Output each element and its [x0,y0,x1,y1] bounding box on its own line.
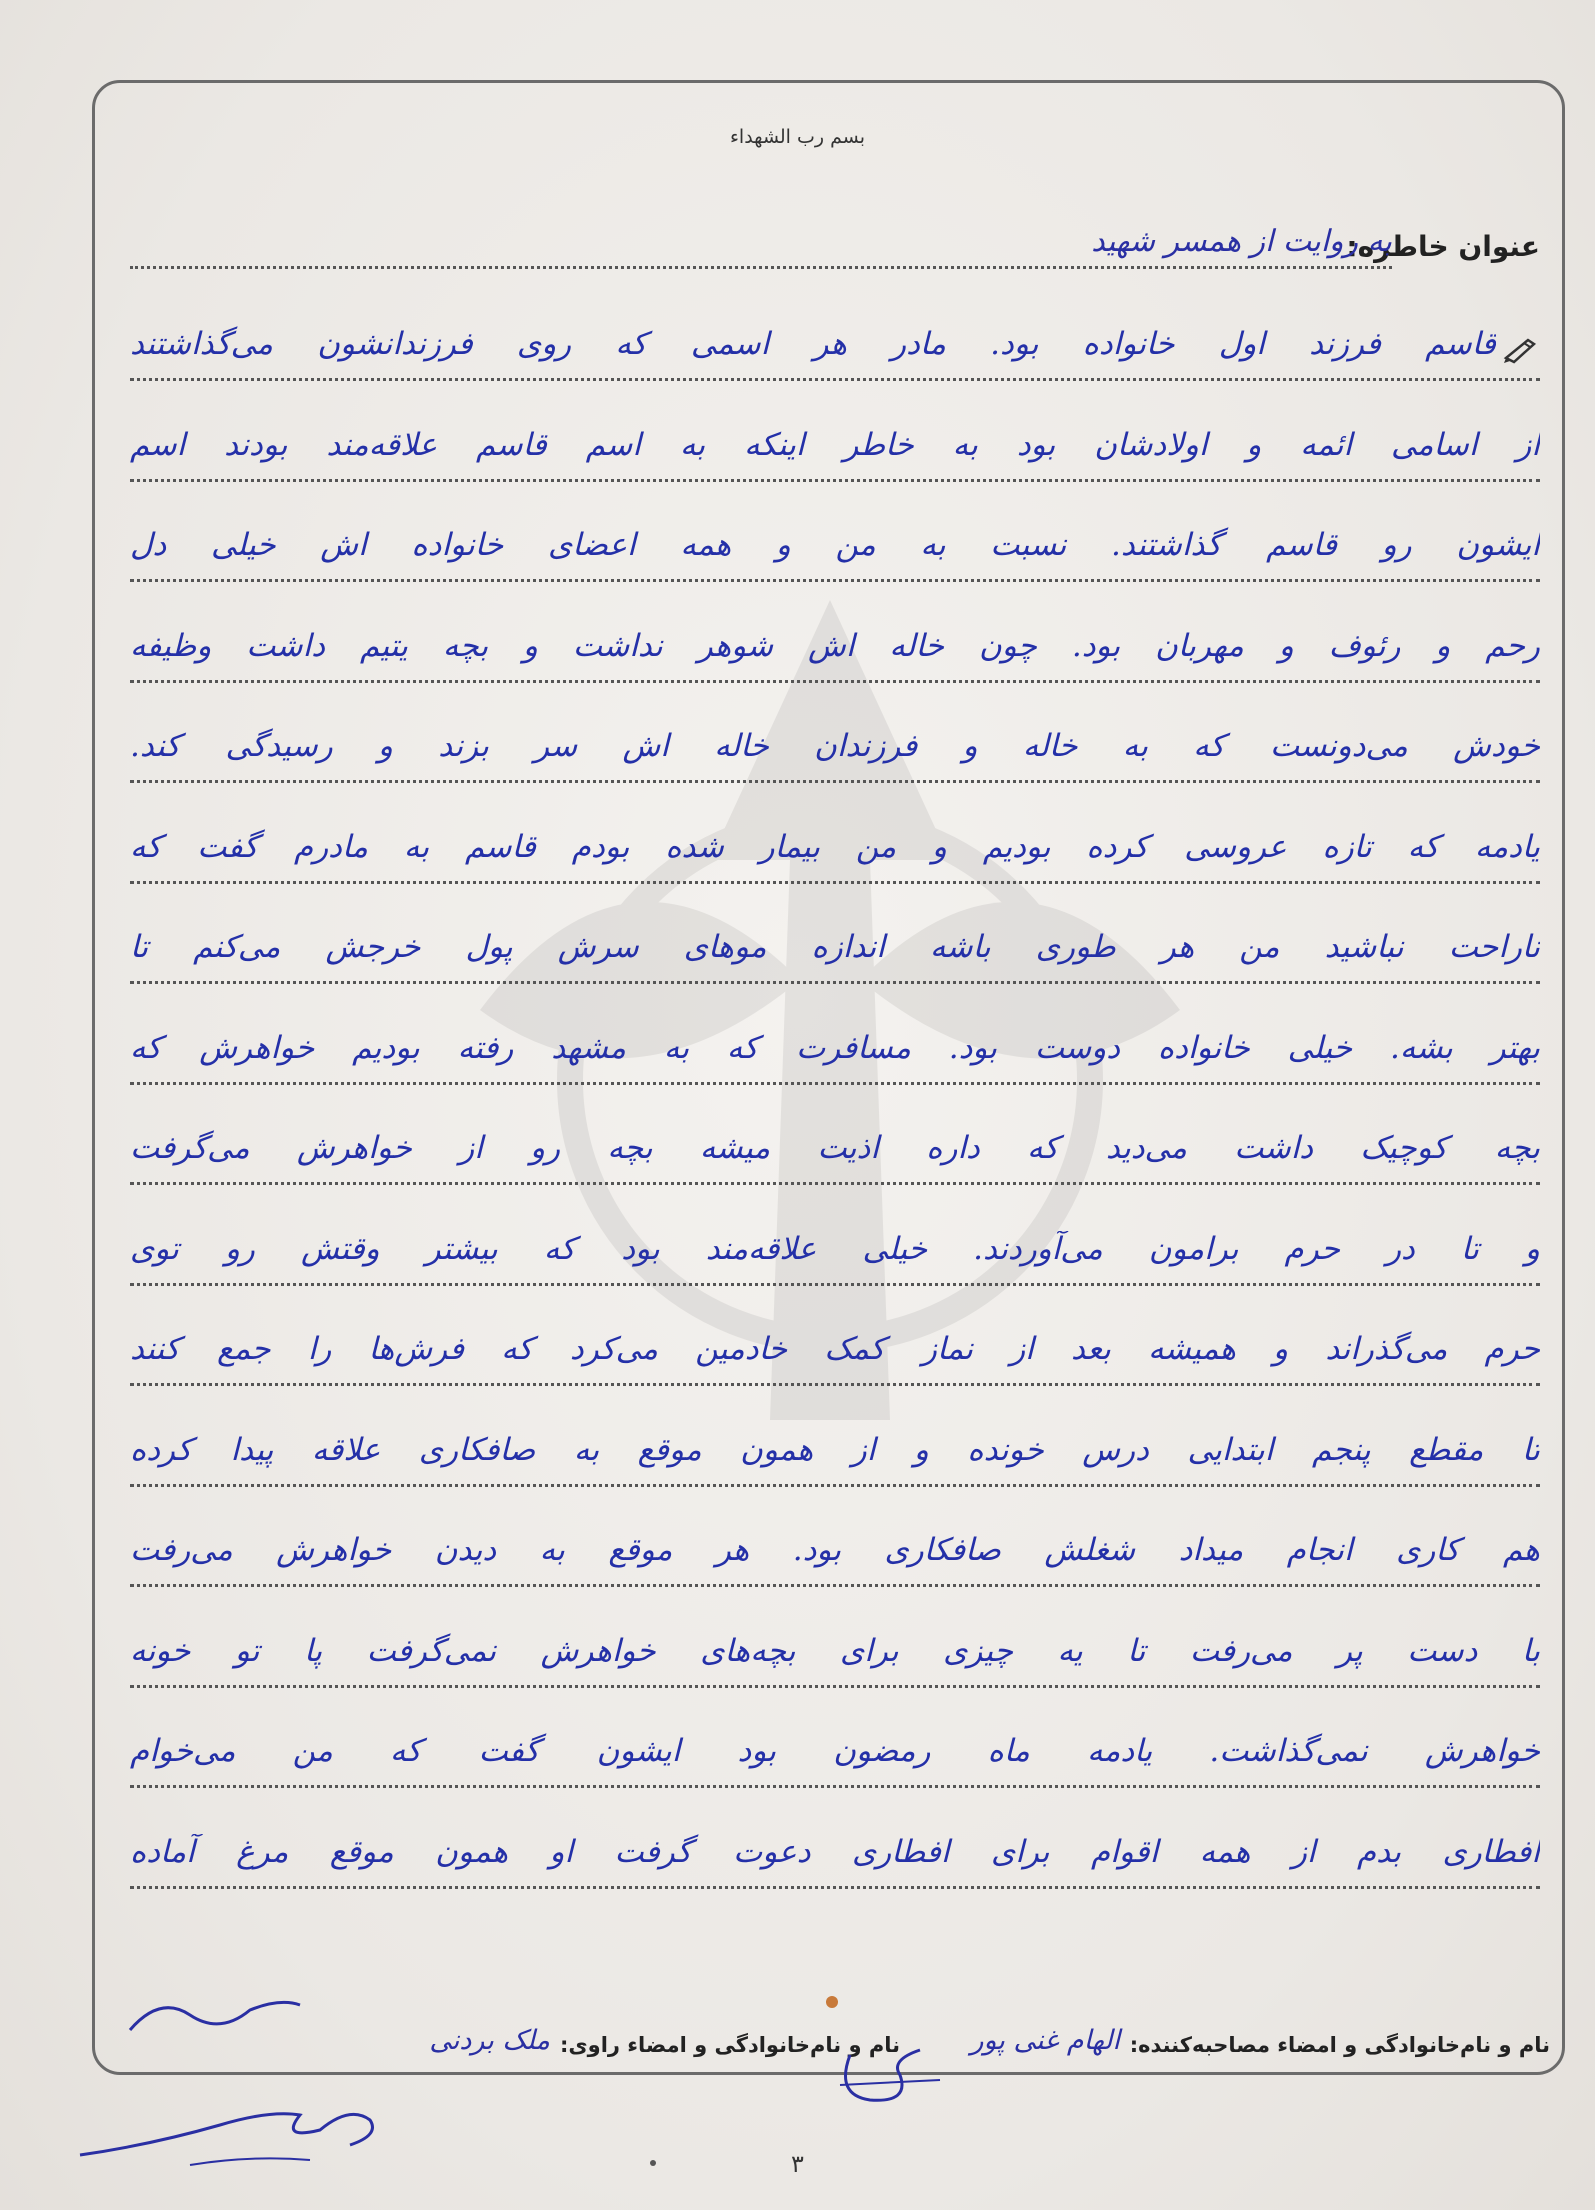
text-line [130,1828,1540,1929]
narrator-label: نام و نام‌خانوادگی و امضاء راوی: [560,2033,900,2057]
text-line [130,1627,1540,1728]
text-line-content: حرم می‌گذراند و همیشه بعد از نماز کمک خادمین می‌کرد که فرش‌ها را جمع کنند [130,1331,1540,1367]
dotted-rule [130,1886,1540,1889]
pen-icon [1502,334,1540,364]
dotted-rule [130,1484,1540,1487]
text-line-content: از اسامی ائمه و اولادشان بود به خاطر اینکه به اسم قاسم علاقه‌مند بودند اسم [130,426,1540,463]
interviewer-label: نام و نام‌خانوادگی و امضاء مصاحبه‌کننده: [1129,2033,1550,2057]
text-line [130,1526,1540,1627]
ink-speck [826,1996,838,2008]
dotted-rule [130,579,1540,582]
dotted-rule [130,1283,1540,1286]
dotted-rule [130,1584,1540,1587]
text-line-content: افطاری بدم از همه اقوام برای افطاری دعوت گرفت او همون موقع مرغ آماده [130,1833,1540,1870]
text-line [130,1426,1540,1527]
page-number: ۳ [791,2150,804,2178]
text-line-content: با دست پر می‌رفت تا یه چیزی برای بچه‌های خواهرش نمی‌گرفت پا تو خونه [130,1632,1540,1669]
text-line-content: یادمه که تازه عروسی کرده بودیم و من بیمار شده بودم قاسم به مادرم گفت که [130,828,1540,865]
handwritten-body [130,320,1540,1928]
dotted-rule [130,981,1540,984]
text-line-content: ناراحت نباشید من هر طوری باشه اندازه موهای سرش پول خرجش می‌کنم تا [130,929,1540,965]
narrator-signature-mark [120,1990,310,2045]
interviewer-name: الهام غنی پور [970,2025,1120,2056]
text-line [130,1225,1540,1326]
memory-title-value: به روایت از همسر شهید [1091,224,1392,259]
text-line [130,1124,1540,1225]
interviewer-signature-mark [830,2035,950,2115]
text-line-content: خودش می‌دونست که به خاله و فرزندان خاله اش سر بزند و رسیدگی کند. [130,728,1540,764]
dotted-rule [130,1082,1540,1085]
text-line [130,1024,1540,1125]
text-line-content: بهتر بشه. خیلی خانواده دوست بود. مسافرت که به مشهد رفته بودیم خواهرش که [130,1029,1540,1066]
page-heading: بسم رب الشهداء [730,126,865,148]
text-line-content: خواهرش نمی‌گذاشت. یادمه ماه رمضون بود ایشون گفت که من می‌خوام [130,1733,1540,1769]
text-line-content: هم کاری انجام میداد شغلش صافکاری بود. هر موقع به دیدن خواهرش می‌رفت [130,1532,1540,1568]
dotted-rule [130,680,1540,683]
text-line [130,622,1540,723]
narrator-name: ملک بردنی [429,2025,550,2056]
dotted-rule [130,1785,1540,1788]
dotted-rule [130,1383,1540,1386]
text-line-content: تا مقطع پنجم ابتدایی درس خونده و از همون موقع به صافکاری علاقه پیدا کرده [130,1431,1540,1468]
text-line-content: قاسم فرزند اول خانواده بود. مادر هر اسمی که روی فرزندانشون می‌گذاشتند [130,326,1496,362]
text-line [130,722,1540,823]
dotted-rule [130,881,1540,884]
text-line [130,823,1540,924]
text-line-content: و تا در حرم برامون می‌آوردند. خیلی علاقه‌مند بود که بیشتر وقتش رو توی [130,1230,1540,1267]
text-line-content: ایشون رو قاسم گذاشتند. نسبت به من و همه اعضای خانواده اش خیلی دل [130,527,1540,563]
memory-title-label: عنوان خاطره: [1346,230,1540,263]
text-line-content: رحم و رئوف و مهربان بود. چون خاله اش شوهر نداشت و بچه یتیم داشت وظیفه [130,627,1540,664]
memory-title-row [130,222,1540,282]
text-line [130,923,1540,1024]
dotted-rule [130,780,1540,783]
dotted-rule [130,1182,1540,1185]
text-line [130,1325,1540,1426]
text-line-content: بچه کوچیک داشت می‌دید که داره اذیت میشه بچه رو از خواهرش می‌گرفت [130,1130,1540,1166]
dotted-rule [130,378,1540,381]
text-line [130,421,1540,522]
dotted-rule [130,479,1540,482]
text-line [130,521,1540,622]
text-line [130,1727,1540,1828]
dotted-rule [130,266,1392,269]
text-line [130,320,1540,421]
dotted-rule [130,1685,1540,1688]
